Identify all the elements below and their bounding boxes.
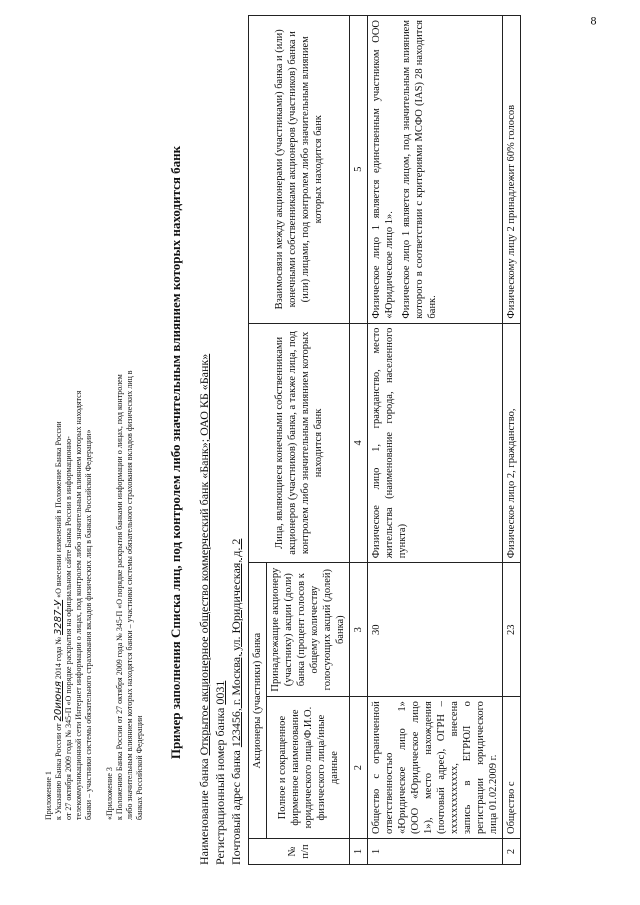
annex-3-line: либо значительным влиянием которых находятся банки – участники системы обязательного страхования вкладов физических лиц в (125, 370, 134, 820)
row-share: 23 (503, 563, 521, 697)
row-owners: Физическое лицо 2, гражданство, (503, 323, 521, 563)
annex-1-header (44, 260, 94, 820)
annex-1-text: «О внесении изменений в Положение Банка России (54, 421, 63, 598)
row-share: 30 (368, 563, 503, 697)
header-group: Акционеры (участники) банка (249, 563, 267, 839)
row-relations (503, 16, 521, 324)
column-number: 1 (350, 839, 368, 865)
bank-name-value: Открытое акционерное общество коммерческий банк «Банк»; ОАО КБ «Банк» (197, 353, 211, 756)
column-number: 4 (350, 323, 368, 563)
column-number: 5 (350, 16, 368, 324)
page-title: Пример заполнения Списка лиц, под контролем либо значительным влиянием которых находится банк (168, 145, 183, 760)
annex-1-text: 2014 года № (54, 637, 63, 680)
annex-3-line: банках Российской Федерации (135, 715, 144, 820)
annex-1-line: от 27 октября 2009 года № 345-П «О порядке раскрытия на официальном сайте Банка России в информационно- (64, 436, 73, 820)
column-number: 2 (350, 697, 368, 839)
annex-1-line: телекоммуникационной сети Интернет информации о лицах, под контролем либо значительным влиянием которых находятся (74, 390, 83, 820)
annex-3-line: к Положению Банка России от 27 октября 2009 года № 345-П «О порядке раскрытия банками информации о лицах, под контролем (115, 374, 124, 820)
handwritten-date: 20июня (53, 681, 64, 722)
bank-addr-label: Почтовый адрес банка (229, 750, 243, 865)
table-header-row (249, 16, 267, 865)
annex-3-line: «Приложение 3 (105, 767, 114, 820)
annex-1-line: банки – участники системы обязательного страхования вкладов физических лиц в банках Российской Федерации» (84, 429, 93, 820)
annex-1-text: к Указанию Банка России от (54, 723, 63, 820)
row-num: 1 (368, 839, 503, 865)
annex-1-line: Приложение 1 (44, 771, 53, 820)
table-row (503, 16, 521, 865)
bank-addr-line (229, 539, 244, 865)
bank-name-line (197, 354, 212, 865)
header-share: Принадлежащие акционеру (участнику) акции (доли) банка (процент голосов к общему количеству голосующих акций (долей) банка) (267, 563, 350, 697)
handwritten-number: 3287-У (53, 599, 64, 636)
bank-name-label: Наименование банка (197, 758, 211, 865)
header-name: Полное и сокращенное фирменное наименование юридического лица/Ф.И.О. физического лица/иные данные (267, 697, 350, 839)
page-number: 8 (590, 13, 597, 28)
annex-3-header (105, 40, 145, 820)
relation-paragraph: Физическое лицо 1 является лицом, под значительным влиянием которого в соответствии с критериями МСФО (IAS) 28 находится банк. (401, 20, 438, 319)
relation-paragraph: Физическое лицо 1 является единственным участником ООО «Юридическое лицо 1». (371, 20, 395, 319)
column-number: 3 (350, 563, 368, 697)
table-row (368, 16, 503, 865)
row-owners: Физическое лицо 1, гражданство, место жительства (наименование города, населенного пункта) (368, 323, 503, 563)
row-name: Общество с (503, 697, 521, 839)
row-name: Общество с ограниченной ответственностью «Юридическое лицо 1» (ООО «Юридическое лицо 1»), место нахождения (почтовый адрес), ОГРН – ххххххххххххх, внесена запись в ЕГРЮЛ о регистрации юридического лица 01.02.2009 г. (368, 697, 503, 839)
relation-paragraph: Физическому лицу 2 принадлежит 60% голосов (506, 104, 517, 319)
bank-reg-label: Регистрационный номер банка (213, 707, 227, 865)
bank-reg-line (213, 681, 228, 865)
header-num: № п/п (249, 839, 350, 865)
bank-reg-value: 0031 (213, 680, 227, 705)
annex-1-line (54, 260, 64, 820)
owners-table (248, 15, 521, 865)
header-owners: Лица, являющиеся конечными собственниками акционеров (участников) банка, а также лица, под контролем либо значительным влиянием которых находится банк (249, 323, 350, 563)
bank-addr-value: 123456, г. Москва, ул. Юридическая, д. 2 (229, 538, 243, 748)
row-num: 2 (503, 839, 521, 865)
row-relations (368, 16, 503, 324)
header-relations: Взаимосвязи между акционерами (участниками) банка и (или) конечными собственниками акционеров (участников) банка и (или) лицами, под контролем либо значительным влиянием которых находится банк (249, 16, 350, 324)
column-numbers-row (350, 16, 368, 865)
